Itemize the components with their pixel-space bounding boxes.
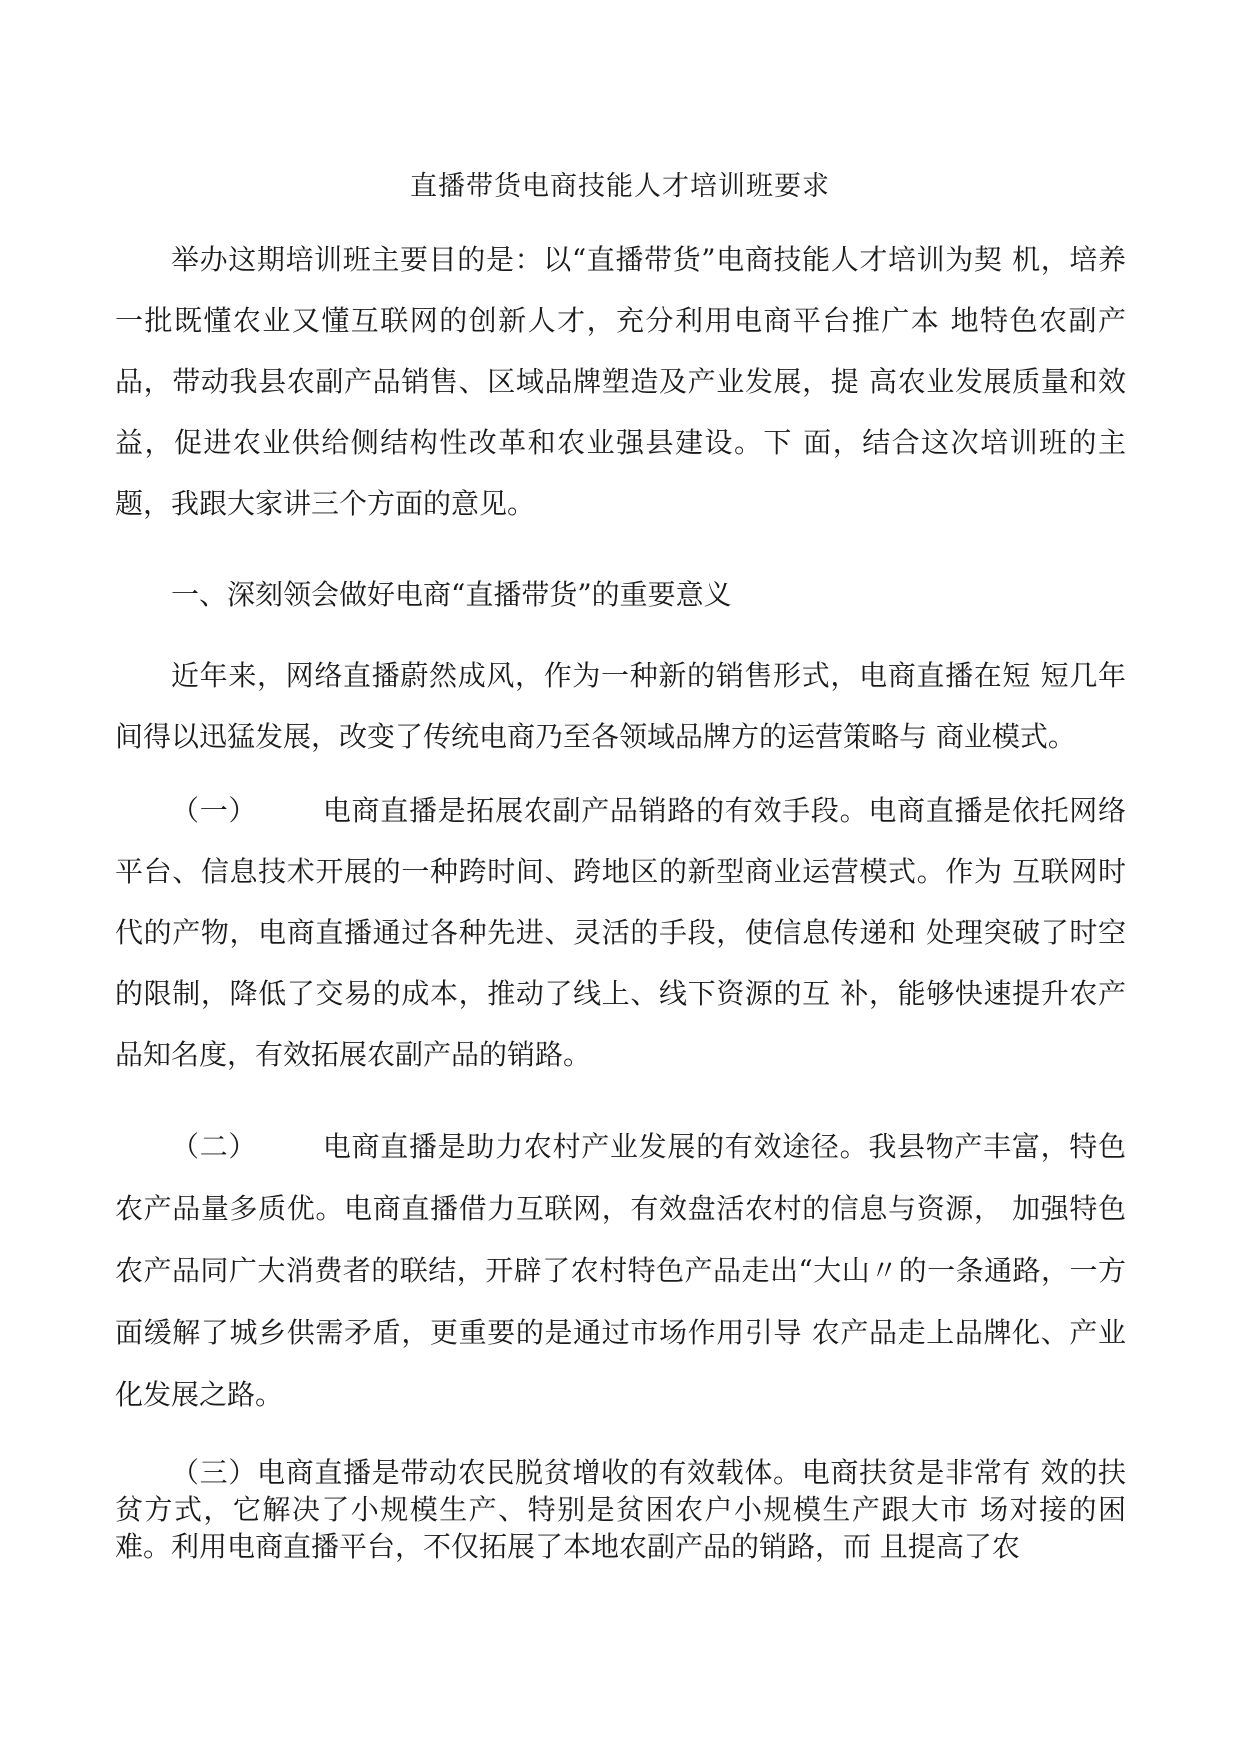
item-label-3: （三） (171, 1456, 258, 1489)
item-paragraph-2 (115, 1116, 1126, 1426)
section-heading: 一、深刻领会做好电商“直播带货”的重要意义 (171, 578, 732, 611)
intro-paragraph: 举办这期培训班主要目的是：以“直播带货”电商技能人才培训为契 机，培养一批既懂农业又懂互联网的创新人才，充分利用电商平台推广本 地特色农副产品，带动我县农副产品销售、区域品牌塑造及产业发展，提 高农业发展质量和效益，促进农业供给侧结构性改革和农业强县建设。下 面，结合这次培训班的主题，我跟大家讲三个方面的意见。 (115, 243, 1126, 520)
document-title: 直播带货电商技能人才培训班要求 (410, 171, 830, 202)
item-paragraph-3 (115, 1454, 1126, 1565)
section-intro-paragraph: 近年来，网络直播蔚然成风，作为一种新的销售形式，电商直播在短 短几年间得以迅猛发展，改变了传统电商乃至各领域品牌方的运营策略与 商业模式。 (115, 659, 1126, 753)
item-label-1: （一） (171, 794, 258, 827)
item-label-2: （二） (171, 1130, 258, 1163)
item-text-1: 电商直播是拓展农副产品销路的有效手段。电商直播是依托网络平台、信息技术开展的一种跨时间、跨地区的新型商业运营模式。作为 互联网时代的产物，电商直播通过各种先进、灵活的手段，使信息传递和 处理突破了时空的限制，降低了交易的成本，推动了线上、线下资源的互 补，能够快速提升农产品知名度，有效拓展农副产品的销路。 (115, 794, 1126, 1071)
item-text-2: 电商直播是助力农村产业发展的有效途径。我县物产丰富，特色农产品量多质优。电商直播借力互联网，有效盘活农村的信息与资源， 加强特色农产品同广大消费者的联结，开辟了农村特色产品走出“大山〃的一条通路，一方面缓解了城乡供需矛盾，更重要的是通过市场作用引导 农产品走上品牌化、产业化发展之路。 (115, 1130, 1126, 1411)
item-text-3: 电商直播是带动农民脱贫增收的有效载体。电商扶贫是非常有 效的扶贫方式，它解决了小规模生产、特别是贫困农户小规模生产跟大市 场对接的困难。利用电商直播平台，不仅拓展了本地农副产品的销路，而 且提高了农 (115, 1456, 1126, 1563)
item-paragraph-1 (115, 780, 1126, 1085)
